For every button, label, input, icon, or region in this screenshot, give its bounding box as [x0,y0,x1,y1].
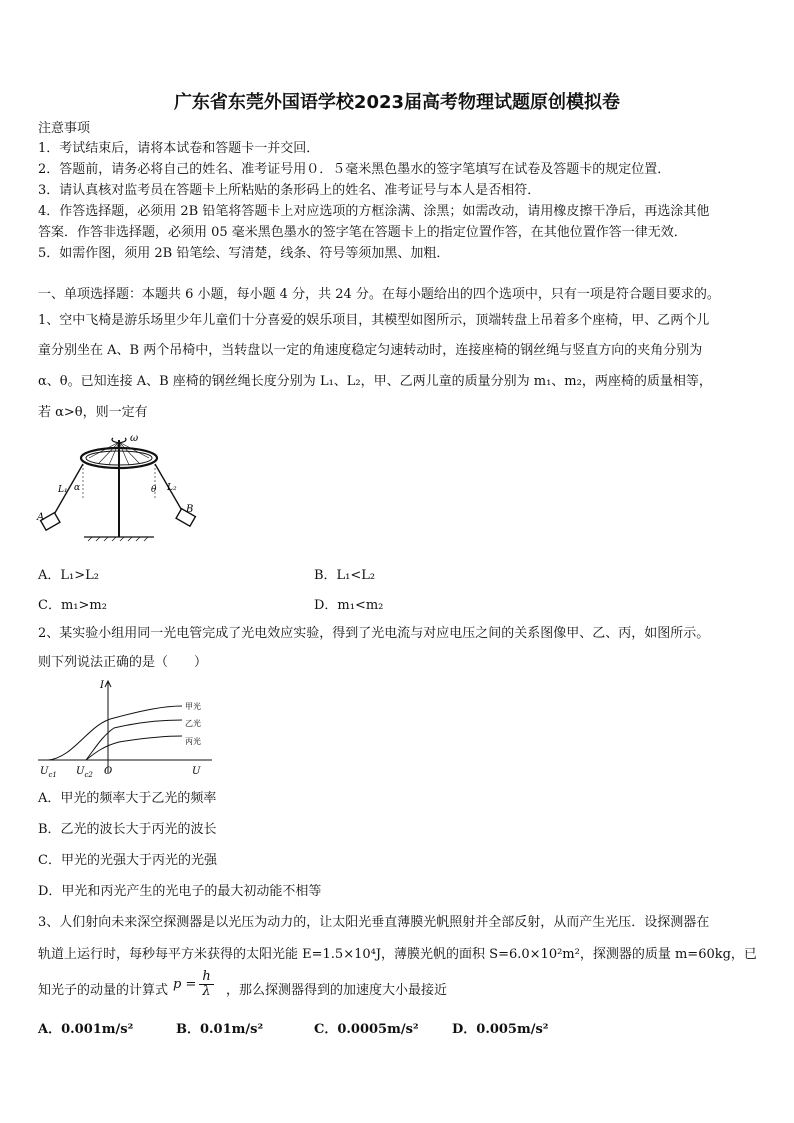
q3-line-3: 知光子的动量的计算式 [38,983,169,998]
section-heading: 一、单项选择题：本题共 6 小题，每小题 4 分，共 24 分。在每小题给出的四个选项中，只有一项是符合题目要求的。 [38,287,720,302]
q3-line-2: 轨道上运行时，每秒每平方米获得的太阳光能 E=1.5×10⁴J，薄膜光帆的面积 S=6.0×10²m²，探测器的质量 m=60kg，已 [38,947,757,962]
formula-denominator: λ [202,984,211,999]
curve-yi-label: 乙光 [185,719,201,728]
page-title: 广东省东莞外国语学校2023届高考物理试题原创模拟卷 [173,92,621,113]
axis-u-label: U [192,766,201,777]
l2-label: L₂ [167,483,177,493]
q1-line-2: 童分别坐在 A、B 两个吊椅中，当转盘以一定的角速度稳定匀速转动时，连接座椅的钢丝绳与竖直方向的夹角分别为 [38,343,703,358]
photocurrent-figure [34,678,224,780]
q1-option-c: C．m₁>m₂ [38,598,107,613]
formula-numerator: h [199,970,213,985]
q2-option-c: C．甲光的光强大于丙光的光强 [38,853,217,868]
notice-item-2: 2．答题前，请务必将自己的姓名、准考证号用０．５毫米黑色墨水的签字笔填写在试卷及答题卡的规定位置． [38,162,671,177]
q2-option-d: D．甲光和丙光产生的光电子的最大初动能不相等 [38,884,322,899]
q3-line-1: 3、人们射向未来深空探测器是以光压为动力的，让太阳光垂直薄膜光帆照射并全部反射，从而产生光压．设探测器在 [38,915,710,930]
q2-option-a: A．甲光的频率大于乙光的频率 [38,791,217,806]
theta-label: θ [151,485,157,495]
origin-label: O [104,766,113,777]
swing-ride-figure [34,428,204,543]
notice-heading: 注意事项 [38,121,91,136]
seat-b-label: B [186,504,194,515]
formula-lhs: p = [173,977,197,992]
notice-item-5: 5．如需作图，须用 2B 铅笔绘、写清楚，线条、符号等须加黑、加粗． [38,246,450,261]
q1-option-d: D．m₁<m₂ [314,598,384,613]
curve-jia-label: 甲光 [185,702,201,711]
q3-option-c: C．0.0005m/s² [314,1022,419,1037]
curve-bing-label: 丙光 [185,737,201,746]
q1-line-4: 若 α>θ，则一定有 [38,405,148,420]
q1-line-3: α、θ。已知连接 A、B 座椅的钢丝绳长度分别为 L₁、L₂，甲、乙两儿童的质量分别为 m₁、m₂，两座椅的质量相等， [38,374,712,389]
q2-line-2: 则下列说法正确的是（ ） [38,655,208,670]
q3-line-3-cont: ，那么探测器得到的加速度大小最接近 [226,983,448,998]
q3-option-b: B．0.01m/s² [176,1022,264,1037]
q3-option-a: A．0.001m/s² [38,1022,134,1037]
seat-a-label: A [37,512,45,523]
notice-item-3: 3．请认真核对监考员在答题卡上所粘贴的条形码上的姓名、准考证号与本人是否相符． [38,183,541,198]
notice-item-4-cont: 答案．作答非选择题，必须用 05 毫米黑色墨水的签字笔在答题卡上的指定位置作答，在其他位置作答一律无效． [38,225,687,240]
q1-line-1: 1、空中飞椅是游乐场里少年儿童们十分喜爱的娱乐项目，其模型如图所示，顶端转盘上吊着多个座椅，甲、乙两个儿 [38,313,710,328]
momentum-formula [173,970,214,999]
q1-option-a: A．L₁>L₂ [38,568,99,583]
alpha-label: α [74,483,81,493]
omega-label: ω [130,433,139,444]
uc2-label: $U_{c2}$ [76,766,93,779]
q2-line-1: 2、某实验小组用同一光电管完成了光电效应实验，得到了光电流与对应电压之间的关系图像甲、乙、丙，如图所示。 [38,626,710,641]
l1-label: L₁ [58,485,68,495]
q2-option-b: B．乙光的波长大于丙光的波长 [38,822,217,837]
axis-i-label: I [100,680,104,691]
q1-option-b: B．L₁<L₂ [314,568,376,583]
notice-item-4: 4．作答选择题，必须用 2B 铅笔将答题卡上对应选项的方框涂满、涂黑；如需改动，请用橡皮擦干净后，再选涂其他 [38,204,710,219]
notice-item-1: 1．考试结束后，请将本试卷和答题卡一并交回． [38,141,320,156]
q3-option-d: D．0.005m/s² [452,1022,549,1037]
uc1-label: $U_{c1}$ [40,766,57,779]
